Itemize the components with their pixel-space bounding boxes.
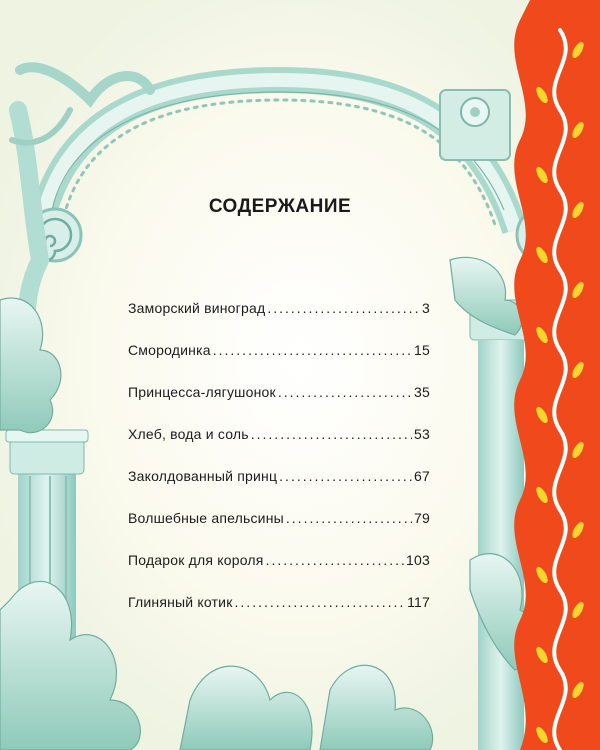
- table-of-contents: [128, 300, 430, 636]
- toc-entry: [128, 468, 430, 510]
- toc-entry: [128, 342, 430, 384]
- toc-entry-page: 67: [414, 468, 430, 484]
- toc-entry-page: 117: [407, 594, 430, 610]
- toc-entry-title: Принцесса-лягушонок: [128, 384, 276, 400]
- toc-entry: [128, 300, 430, 342]
- leader-dots: [279, 468, 412, 484]
- toc-entry-page: 15: [414, 342, 430, 358]
- leader-dots: [213, 342, 412, 358]
- toc-entry-title: Подарок для короля: [128, 552, 264, 568]
- page-title: СОДЕРЖАНИЕ: [208, 196, 352, 217]
- toc-entry: [128, 510, 430, 552]
- toc-entry-page: 53: [414, 426, 430, 442]
- toc-entry-title: Заколдованный принц: [128, 468, 278, 484]
- toc-entry-title: Заморский виноград: [128, 300, 266, 316]
- leader-dots: [278, 384, 412, 400]
- toc-entry-title: Волшебные апельсины: [128, 510, 284, 526]
- leader-dots: [235, 594, 406, 610]
- leader-dots: [266, 552, 404, 568]
- toc-entry: [128, 426, 430, 468]
- toc-entry-title: Хлеб, вода и соль: [128, 426, 249, 442]
- toc-entry: [128, 552, 430, 594]
- toc-entry-title: Смородинка: [128, 342, 211, 358]
- leader-dots: [286, 510, 412, 526]
- toc-entry-page: 3: [422, 300, 430, 316]
- toc-entry-page: 35: [414, 384, 430, 400]
- toc-entry-page: 103: [406, 552, 430, 568]
- toc-entry: [128, 594, 430, 636]
- toc-entry-title: Глиняный котик: [128, 594, 233, 610]
- toc-entry: [128, 384, 430, 426]
- leader-dots: [267, 300, 420, 316]
- leader-dots: [251, 426, 412, 442]
- toc-entry-page: 79: [414, 510, 430, 526]
